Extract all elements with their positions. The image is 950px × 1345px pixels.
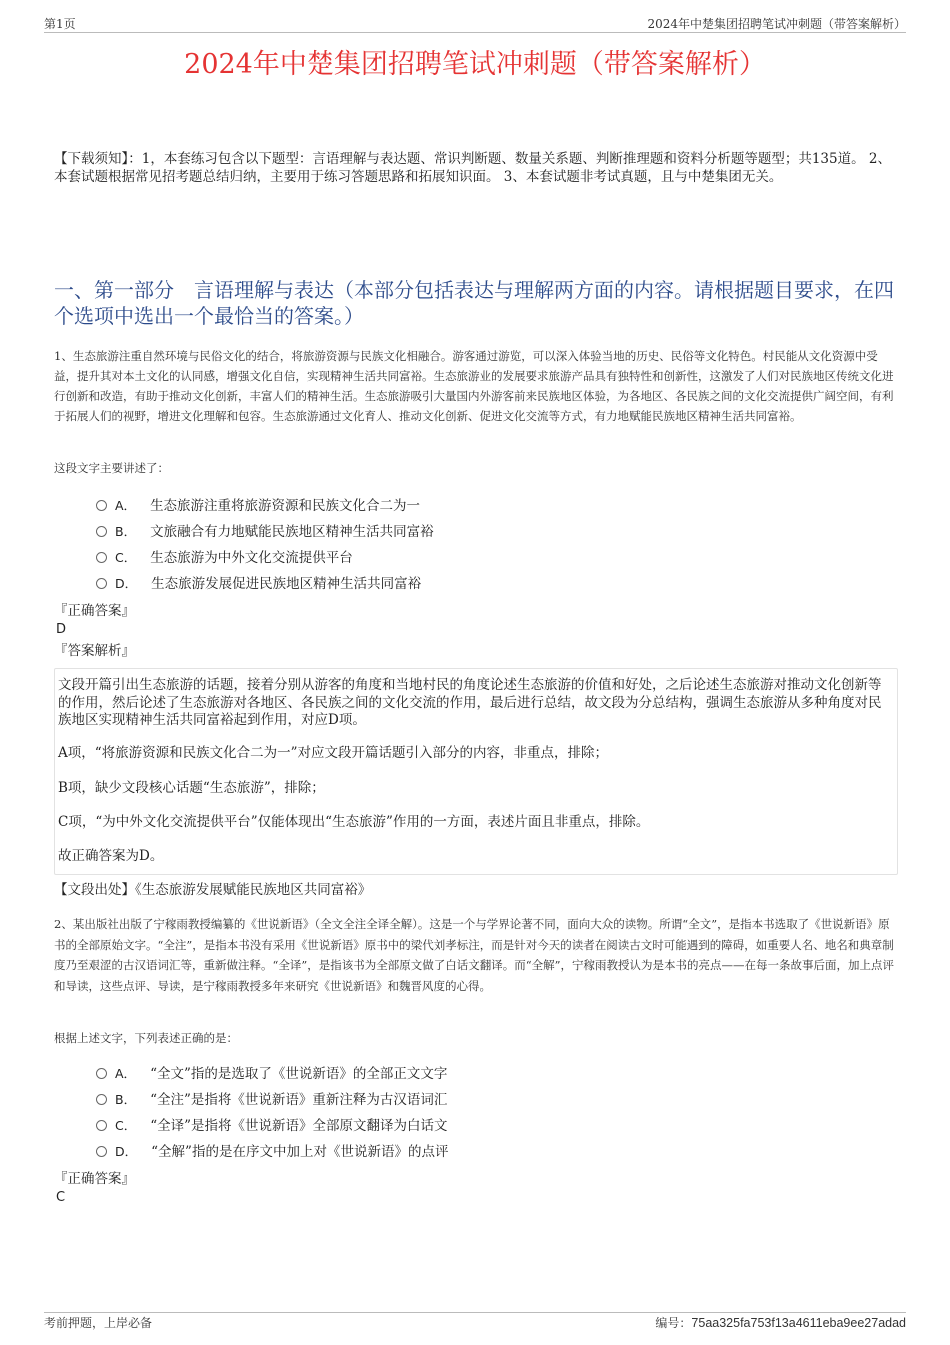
question-2-option-c[interactable]: C． “全译”是指将《世说新语》全部原文翻译为白话文 xyxy=(96,1116,448,1136)
header-divider xyxy=(44,32,906,33)
question-2-option-a[interactable]: A． “全文”指的是选取了《世说新语》的全部正文文字 xyxy=(96,1064,447,1084)
radio-icon[interactable] xyxy=(96,500,107,511)
running-title: 2024年中楚集团招聘笔试冲刺题（带答案解析） xyxy=(647,17,906,31)
question-1-stem: 1、生态旅游注重自然环境与民俗文化的结合，将旅游资源与民族文化相融合。游客通过游览，可以深入体验当地的历史、民俗等文化特色。村民能从文化资源中受益，提升其对本土文化的认同感，增强文化自信，实现精神生活共同富裕。生态旅游业的发展要求旅游产品具有独特性和创新性，这激发了人们对民族地区传统文化进行创新和改造，有助于推动文化创新，丰富人们的精神生活。生态旅游吸引大量国内外游客前来民族地区体验，为各地区、各民族之间的文化交流提供广阔空间，有利于拓展人们的视野，增进文化理解和包容。生态旅游通过文化育人、推动文化创新、促进文化交流等方式，有力地赋能民族地区精神生活共同富裕。 xyxy=(54,349,894,423)
analysis-conclusion: 故正确答案为D。 xyxy=(58,848,164,864)
radio-icon[interactable] xyxy=(96,578,107,589)
question-1-answer: D xyxy=(56,622,67,637)
download-notice: 【下载须知】：1，本套练习包含以下题型：言语理解与表达题、常识判断题、数量关系题、判断推理题和资料分析题等题型；共135道。 2、本套试题根据常见招考题总结归纳，主要用于练习答题思路和拓展知识面。 3、本套试题非考试真题，且与中楚集团无关。 xyxy=(54,151,891,185)
footer-divider xyxy=(44,1312,906,1313)
question-1-answer-label: 『正确答案』 xyxy=(54,603,135,619)
section-heading: 一、第一部分 言语理解与表达（本部分包括表达与理解两方面的内容。请根据题目要求，在四个选项中选出一个最恰当的答案。） xyxy=(54,278,894,328)
radio-icon[interactable] xyxy=(96,1094,107,1105)
document-title: 2024年中楚集团招聘笔试冲刺题（带答案解析） xyxy=(184,49,766,80)
question-1-analysis-label: 『答案解析』 xyxy=(54,643,135,659)
radio-icon[interactable] xyxy=(96,526,107,537)
question-1-option-d[interactable]: D． 生态旅游发展促进民族地区精神生活共同富裕 xyxy=(96,574,421,594)
analysis-paragraph: 文段开篇引出生态旅游的话题，接着分别从游客的角度和当地村民的角度论述生态旅游的价值和好处，之后论述生态旅游对推动文化创新等的作用，然后论述了生态旅游对各地区、各民族之间的文化交流的作用，最后进行总结，故文段为分总结构，强调生态旅游从多种角度对民族地区实现精神生活共同富裕起到作用，对应D项。 xyxy=(58,677,882,728)
question-2-answer: C xyxy=(56,1190,66,1205)
radio-icon[interactable] xyxy=(96,552,107,563)
analysis-option-b: B项，缺少文段核心话题“生态旅游”，排除； xyxy=(58,780,325,796)
page-number: 第1页 xyxy=(44,17,76,31)
question-1-prompt: 这段文字主要讲述了： xyxy=(54,461,169,475)
question-1-option-c[interactable]: C． 生态旅游为中外文化交流提供平台 xyxy=(96,548,353,568)
analysis-option-c: C项，“为中外文化交流提供平台”仅能体现出“生态旅游”作用的一方面，表述片面且非重点，排除。 xyxy=(58,814,650,830)
footer-slogan: 考前押题，上岸必备 xyxy=(44,1316,153,1330)
question-1-option-a[interactable]: A． 生态旅游注重将旅游资源和民族文化合二为一 xyxy=(96,496,420,516)
radio-icon[interactable] xyxy=(96,1120,107,1131)
analysis-option-a: A项，“将旅游资源和民族文化合二为一”对应文段开篇话题引入部分的内容，非重点，排除； xyxy=(58,745,609,761)
question-2-answer-label: 『正确答案』 xyxy=(54,1171,135,1187)
question-1-option-b[interactable]: B． 文旅融合有力地赋能民族地区精神生活共同富裕 xyxy=(96,522,434,542)
question-2-stem: 2、某出版社出版了宁稼雨教授编纂的《世说新语》（全文全注全译全解）。这是一个与学界论著不同，面向大众的读物。所谓“全文”，是指本书选取了《世说新语》原书的全部原始文字。“全注”，是指本书没有采用《世说新语》原书中的梁代刘孝标注，而是针对今天的读者在阅读古文时可能遇到的障碍，如重要人名、地名和典章制度乃至艰涩的古汉语词汇等，重新做注释。“全译”，是指该书为全部原文做了白话文翻译。而“全解”，宁稼雨教授认为是本书的亮点——在每一条故事后面，加上点评和导读，这些点评、导读，是宁稼雨教授多年来研究《世说新语》和魏晋风度的心得。 xyxy=(54,917,895,993)
question-2-option-b[interactable]: B． “全注”是指将《世说新语》重新注释为古汉语词汇 xyxy=(96,1090,447,1110)
question-1-source: 【文段出处】《生态旅游发展赋能民族地区共同富裕》 xyxy=(54,882,372,898)
radio-icon[interactable] xyxy=(96,1068,107,1079)
question-2-prompt: 根据上述文字，下列表述正确的是： xyxy=(54,1031,238,1045)
question-2-option-d[interactable]: D． “全解”指的是在序文中加上对《世说新语》的点评 xyxy=(96,1142,448,1162)
footer-code: 编号：75aa325fa753f13a4611eba9ee27adad xyxy=(655,1316,906,1330)
radio-icon[interactable] xyxy=(96,1146,107,1157)
